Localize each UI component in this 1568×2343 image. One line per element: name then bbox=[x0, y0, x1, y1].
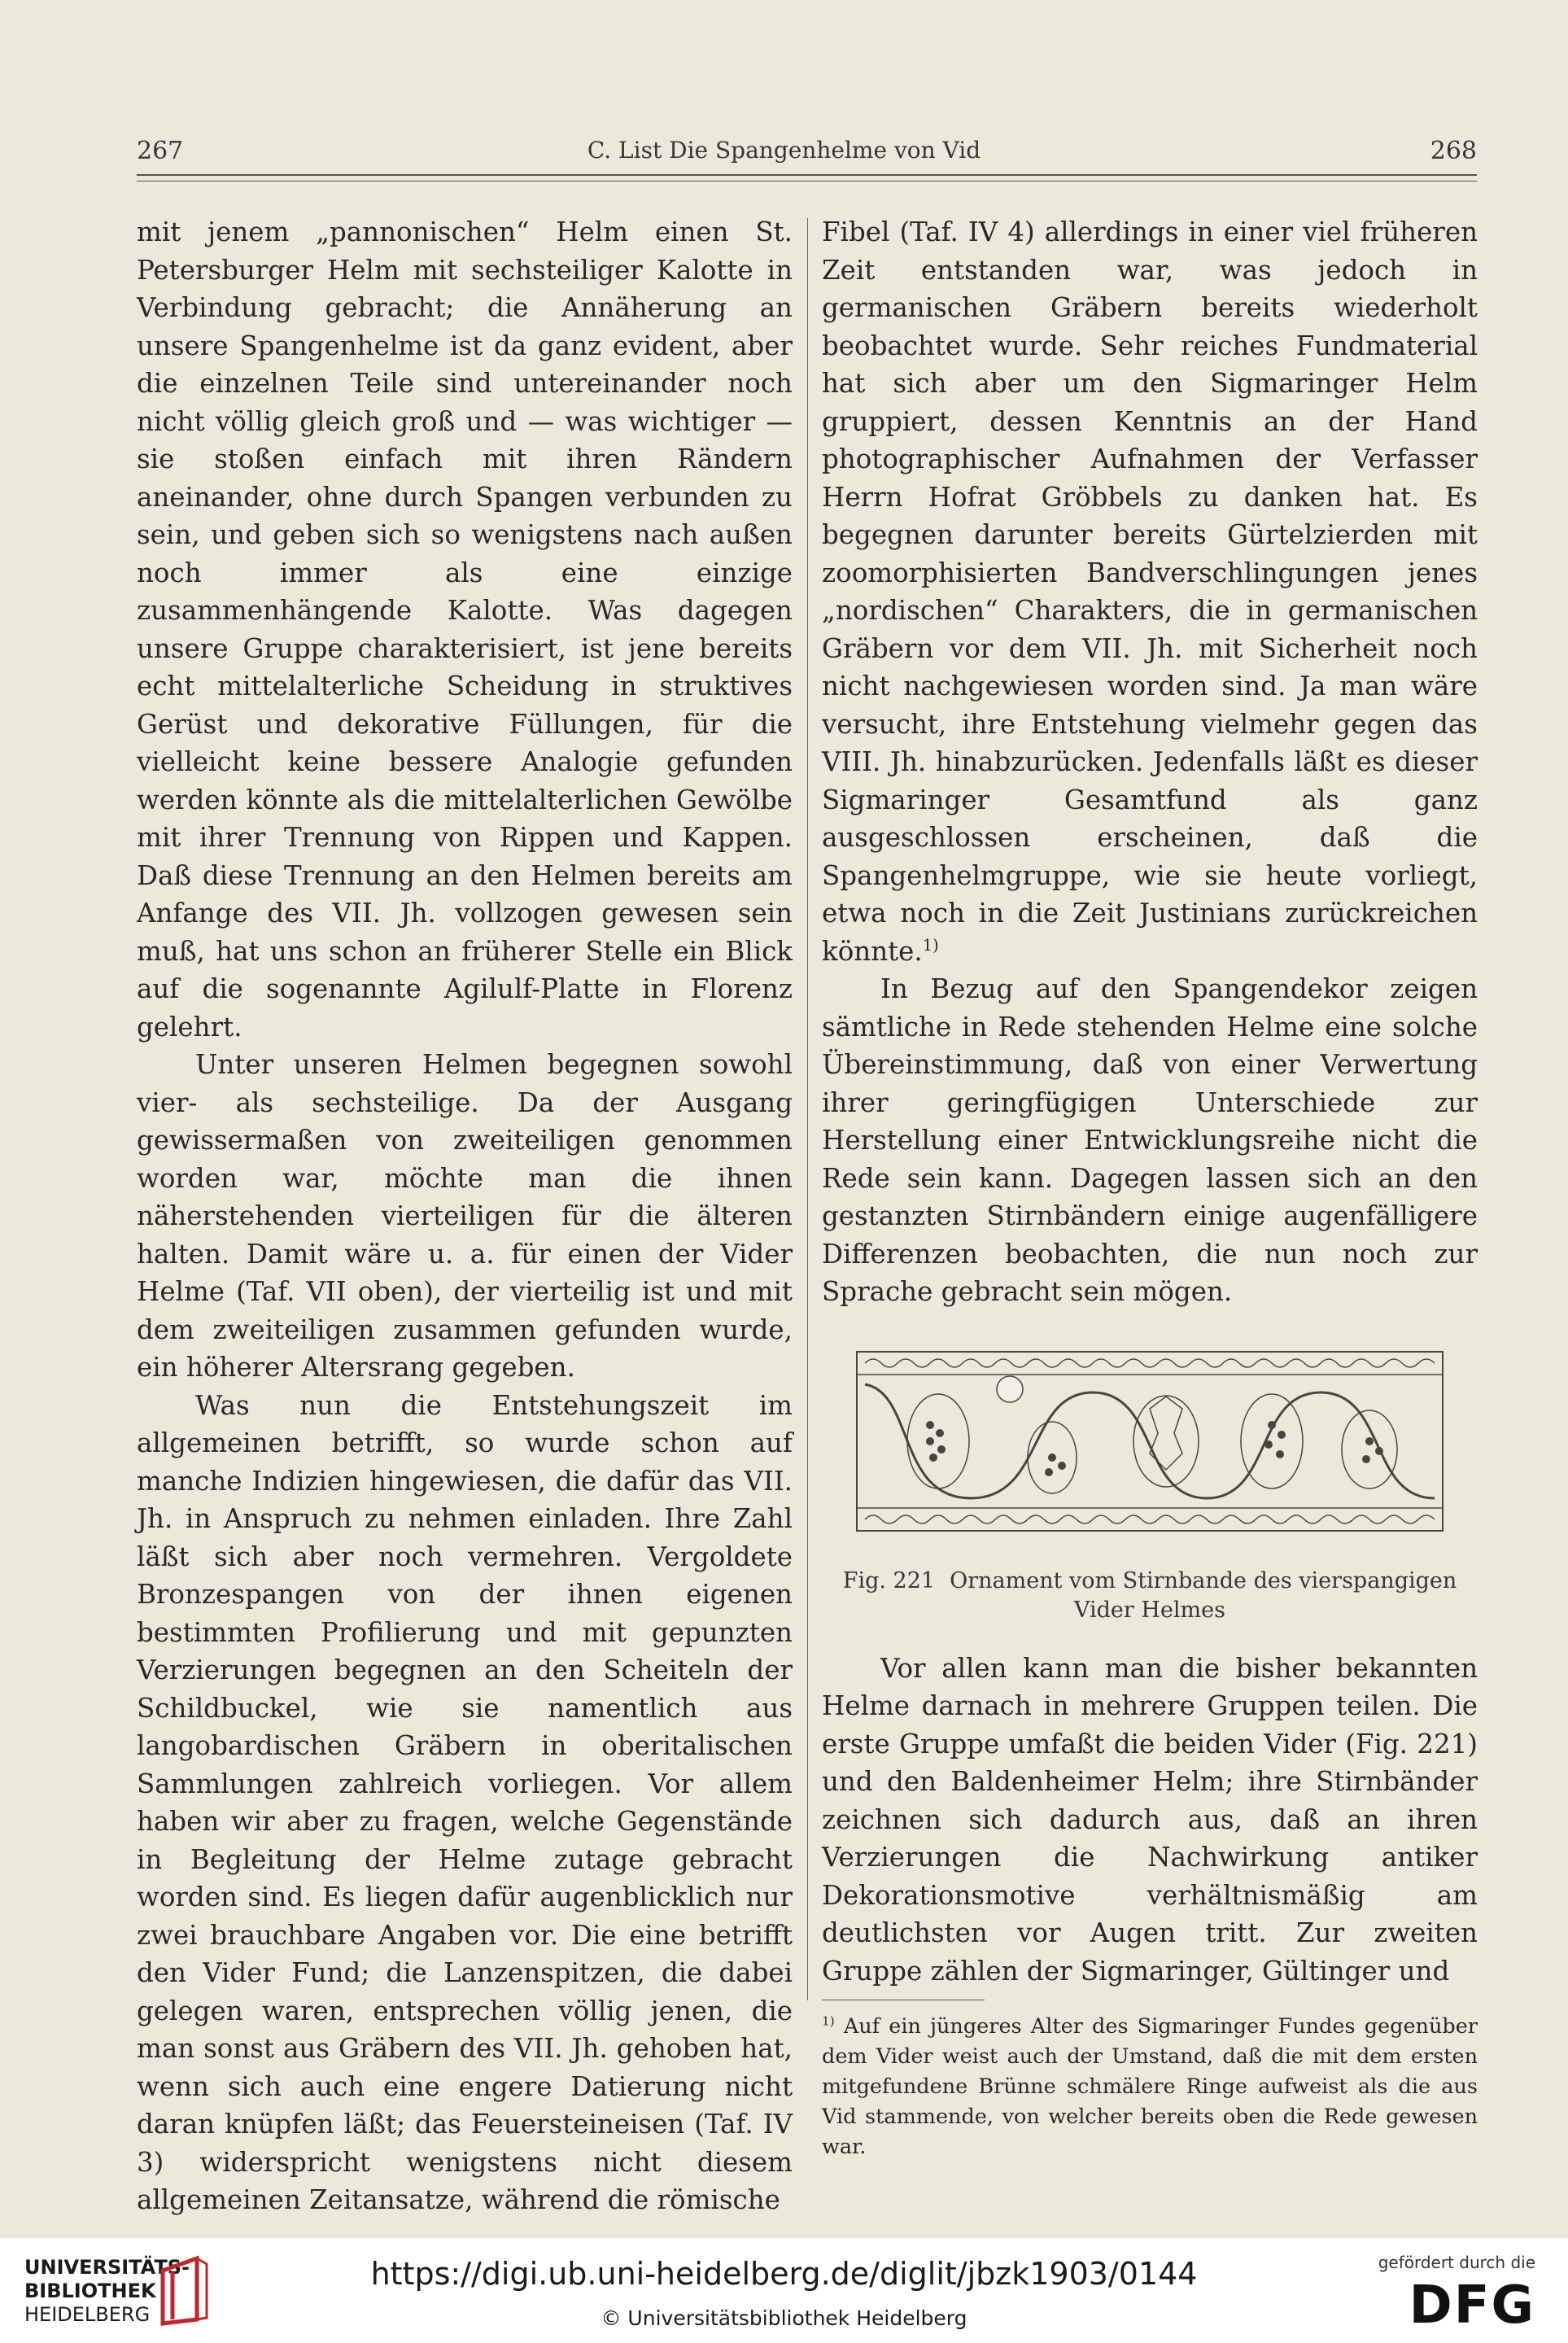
copyright-notice: © Universitätsbibliothek Heidelberg bbox=[601, 2306, 967, 2330]
header-rule bbox=[137, 174, 1477, 176]
paragraph: Vor allen kann man die bisher bekannten Helme darnach in mehrere Gruppen teilen. Die erste Gruppe umfaßt die beiden Vider (Fig. 221) und den Baldenheimer Helm; ihre Stirnbänder zeichnen sich dadurch aus, daß an ihren Verzierungen die Nachwirkung antiker Dekorationsmotive verhältnismäßig am deutlichsten vor Augen tritt. Zur zweiten Gruppe zählen der Sigmaringer, Gültinger und bbox=[822, 1652, 1478, 1987]
left-column bbox=[137, 213, 793, 2215]
footnote-mark: 1) bbox=[822, 2013, 835, 2029]
page-number-right: 268 bbox=[1430, 137, 1477, 165]
footnote-reference[interactable]: 1) bbox=[922, 935, 939, 955]
ornament-illustration bbox=[849, 1335, 1451, 1555]
figure-221 bbox=[822, 1335, 1478, 1625]
column-divider bbox=[807, 218, 808, 2000]
running-title: C. List Die Spangenhelme von Vid bbox=[587, 137, 981, 164]
viewer-footer bbox=[0, 2238, 1568, 2343]
figure-caption: Fig. 221 Ornament vom Stirnbande des vierspangigen Vider Helmes bbox=[842, 1567, 1457, 1623]
figure-number: Fig. 221 bbox=[842, 1567, 936, 1593]
page-number-left: 267 bbox=[137, 137, 184, 165]
paragraph: Fibel (Taf. IV 4) allerdings in einer viel früheren Zeit entstanden war, was jedoch in germanischen Gräbern bereits wiederholt beobachtet wurde. Sehr reiches Fundmaterial hat sich aber um den Sigmaringer Helm gruppiert, dessen Kenntnis an der Hand photographischer Aufnahmen der Verfasser Herrn Hofrat Gröbbels zu danken hat. Es begegnen darunter bereits Gürtelzierden mit zoomorphisierten Bandverschlingungen jenes „nordischen“ Charakters, die in germanischen Gräbern vor dem VII. Jh. mit Sicherheit noch nicht nachgewiesen worden sind. Ja man wäre versucht, ihre Entstehung vielmehr gegen das VIII. Jh. hinabzurücken. Jedenfalls läßt es dieser Sigmaringer Gesamtfund als ganz ausgeschlossen erscheinen, daß die Spangenhelmgruppe, wie sie heute vorliegt, etwa noch in die Zeit Justinians zurückreichen könnte.$^{1)}$ bbox=[822, 216, 1478, 967]
paragraph: Unter unseren Helmen begegnen sowohl vier- als sechsteilige. Da der Ausgang gewissermaßen von zweiteiligen genommen worden war, möchte man die ihnen näherstehenden vierteiligen für die älteren halten. Damit wäre u. a. für einen der Vider Helme (Taf. VII oben), der vierteilig ist und mit dem zweiteiligen zusammen gefunden wurde, ein höherer Altersrang gegeben. bbox=[137, 1049, 793, 1383]
paragraph: In Bezug auf den Spangendekor zeigen sämtliche in Rede stehenden Helme eine solche Übereinstimmung, daß von einer Verwertung ihrer geringfügigen Unterschiede zur Herstellung einer Entwicklungsreihe nicht die Rede sein kann. Dagegen lassen sich an den gestanzten Stirnbändern einige augenfälligere Differenzen beobachten, die nun noch zur Sprache gebracht sein mögen. bbox=[822, 973, 1478, 1307]
dfg-logo[interactable]: DFG bbox=[1409, 2275, 1535, 2336]
permalink-url[interactable]: https://digi.ub.uni-heidelberg.de/diglit/jbzk1903/0144 bbox=[370, 2256, 1198, 2292]
right-column bbox=[822, 213, 1478, 2159]
paragraph: mit jenem „pannonischen“ Helm einen St. Petersburger Helm mit sechsteiliger Kalotte in Verbindung gebracht; die Annäherung an unsere Spangenhelme ist da ganz evident, aber die einzelnen Teile sind untereinander noch nicht völlig gleich groß und — was wichtiger — sie stoßen einfach mit ihren Rändern aneinander, ohne durch Spangen verbunden zu sein, und geben sich so wenigstens nach außen noch immer als eine einzige zusammenhängende Kalotte. Was dagegen unsere Gruppe charakterisiert, ist jene bereits echt mittelalterliche Scheidung in struktives Gerüst und dekorative Füllungen, für die vielleicht keine bessere Analogie gefunden werden könnte als die mittelalterlichen Gewölbe mit ihrer Trennung von Rippen und Kappen. Daß diese Trennung an den Helmen bereits am Anfange des VII. Jh. vollzogen gewesen sein muß, hat uns schon an früherer Stelle ein Blick auf die sogenannte Agilulf-Platte in Florenz gelehrt. bbox=[137, 216, 793, 1043]
footnote: $^{1)}$ Auf ein jüngeres Alter des Sigmaringer Fundes gegenüber dem Vider weist auch der Umstand, daß die mit dem ersten mitgefundene Brünne schmälere Ringe aufweist als die aus Vid stammende, von welcher bereits oben die Rede gewesen war. bbox=[822, 2013, 1478, 2159]
library-name[interactable]: UNIVERSITÄTS- BIBLIOTHEK HEIDELBERG bbox=[24, 2256, 190, 2326]
paragraph: Was nun die Entstehungszeit im allgemeinen betrifft, so wurde schon auf manche Indizien hingewiesen, die dafür das VII. Jh. in Anspruch zu nehmen einladen. Ihre Zahl läßt sich aber noch vermehren. Vergoldete Bronzespangen von der ihnen eigenen bestimmten Profilierung und mit gepunzten Verzierungen begegnen an den Scheiteln der Schildbuckel, wie sie namentlich aus langobardischen Gräbern in oberitalischen Sammlungen zahlreich vorliegen. Vor allem haben wir aber zu fragen, welche Gegenstände in Begleitung der Helme zutage gebracht worden sind. Es liegen dafür augenblicklich nur zwei brauchbare Angaben vor. Die eine betrifft den Vider Fund; die Lanzenspitzen, die dabei gelegen waren, entsprechen völlig jenen, die man sonst aus Gräbern des VII. Jh. gehoben hat, wenn sich auch eine engere Datierung nicht daran knüpfen läßt; das Feuersteineisen (Taf. IV 3) widerspricht wenigstens nicht diesem allgemeinen Zeitansatze, während die römische bbox=[137, 1389, 793, 2215]
funded-by-label: gefördert durch die bbox=[1378, 2253, 1535, 2272]
